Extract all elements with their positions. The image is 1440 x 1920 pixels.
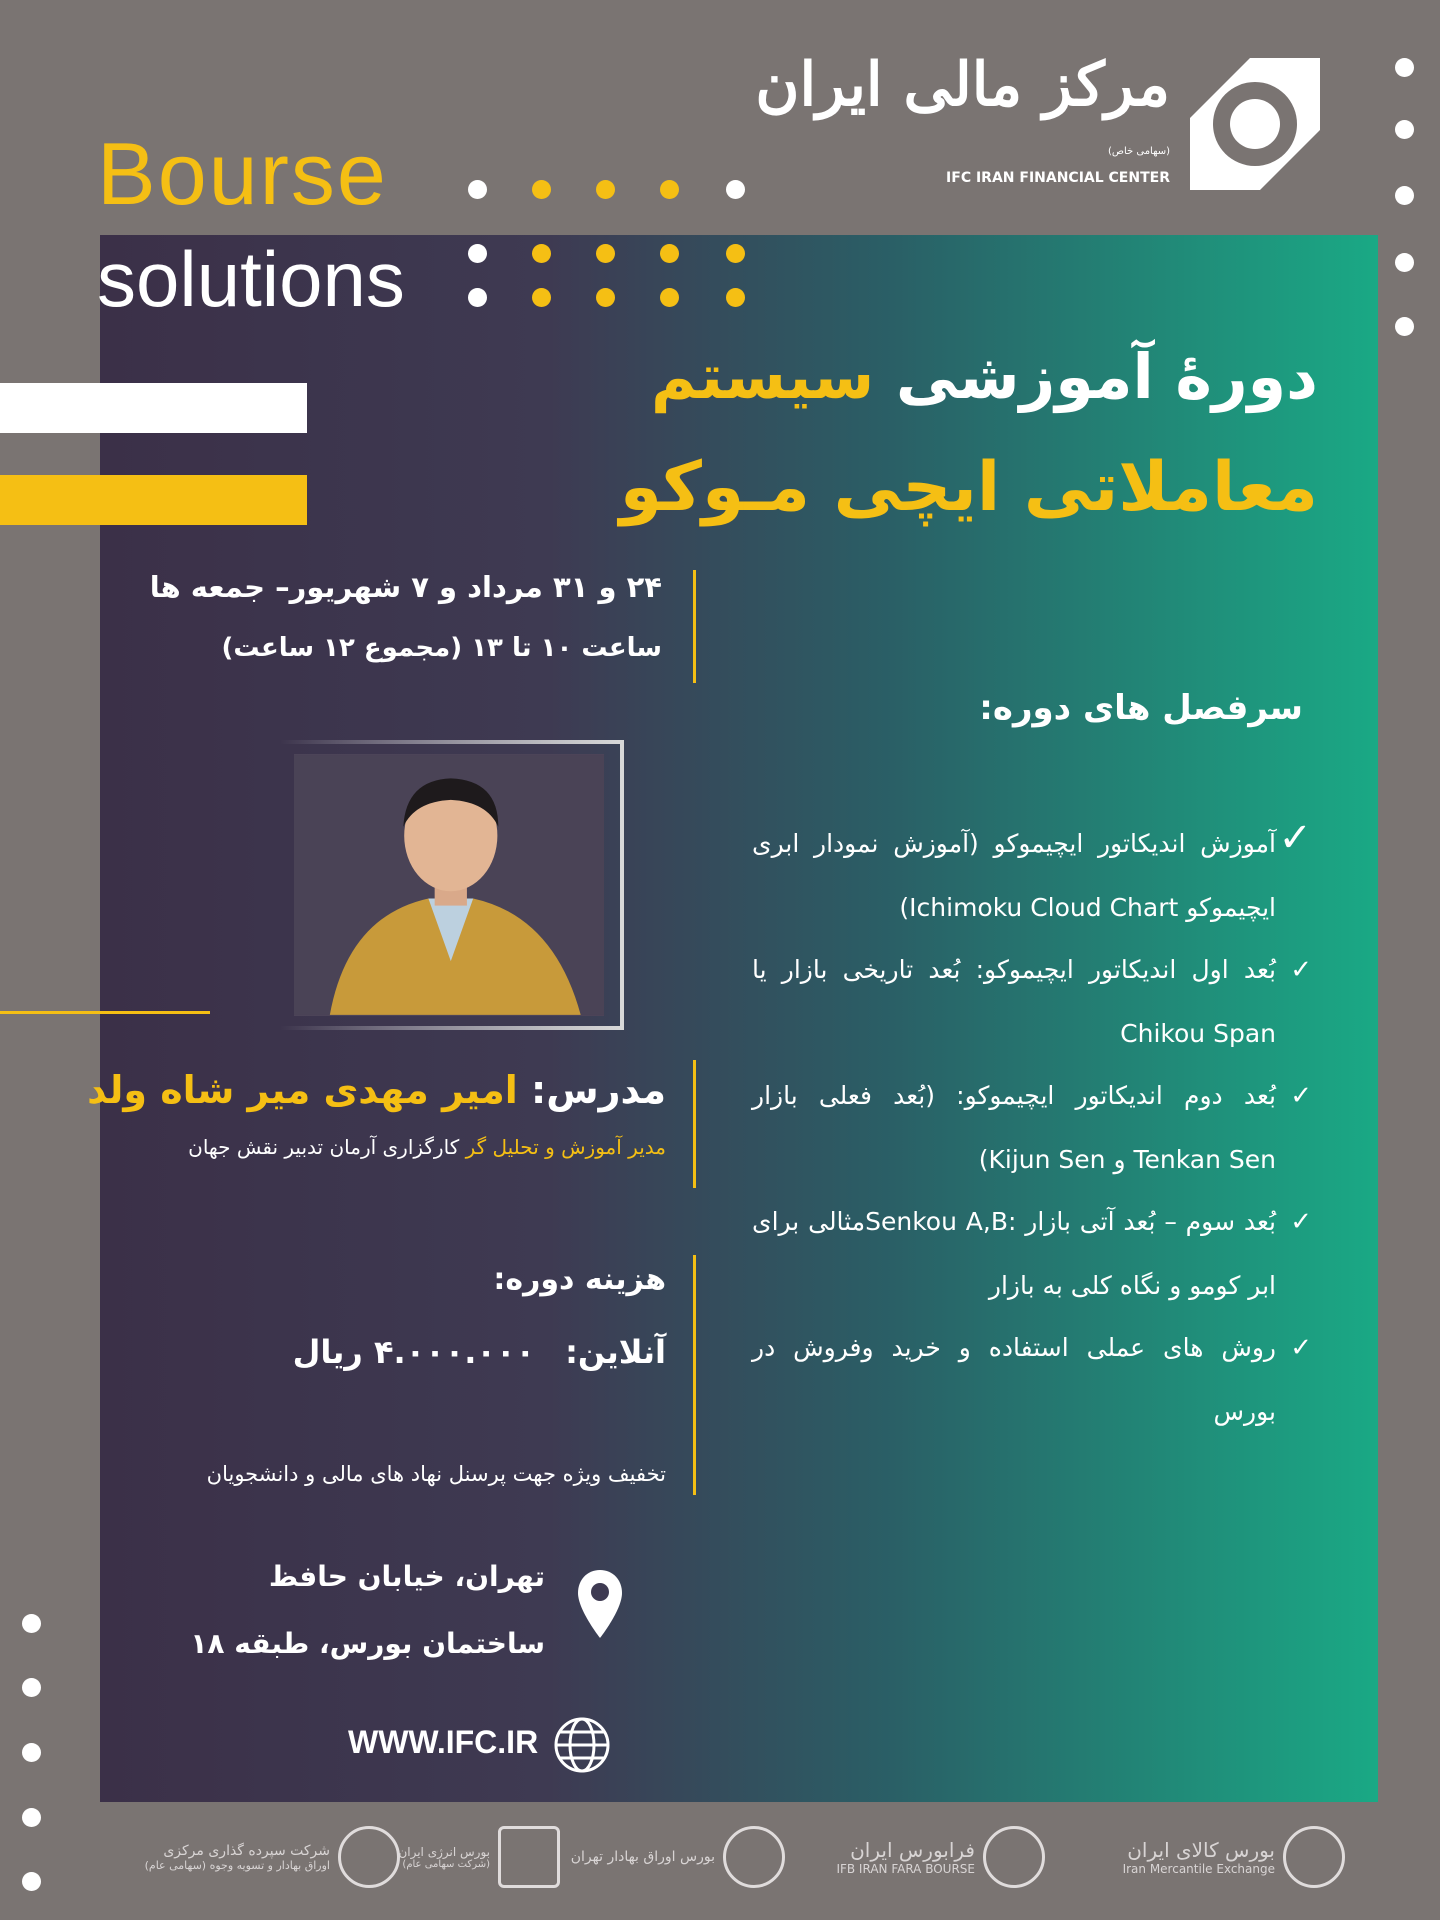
- instructor-role: مدیر آموزش و تحلیل گر کارگزاری آرمان تدبیر نقش جهان: [188, 1135, 666, 1159]
- ifc-logo-mark-icon: [1180, 48, 1330, 200]
- check-icon: ✓: [1290, 1081, 1312, 1111]
- decor-dot: [22, 1614, 41, 1633]
- brand-bourse: Bourse: [97, 124, 388, 223]
- decor-line: [0, 1011, 210, 1014]
- fee-discount: تخفیف ویژه جهت پرسنل نهاد های مالی و دانشجویان: [206, 1462, 666, 1486]
- partner-ime: بورس کالای ایران Iran Mercantile Exchange: [1123, 1812, 1345, 1902]
- website-link[interactable]: WWW.IFC.IR: [348, 1724, 539, 1760]
- logo-name: مرکز مالی ایران: [755, 50, 1170, 120]
- csdi-logo-icon: [338, 1826, 400, 1888]
- list-item: ✓ آموزش اندیکاتور ایچیموکو (آموزش نمودار ابری ایچیموکو Ichimoku Cloud Chart): [752, 812, 1312, 940]
- tse-logo-icon: [723, 1826, 785, 1888]
- decor-dot: [726, 244, 745, 263]
- decor-dot: [660, 180, 679, 199]
- partner-tse: بورس اوراق بهادار تهران: [571, 1812, 785, 1902]
- course-title-line1: [651, 340, 1318, 413]
- brand-solutions: solutions: [97, 235, 405, 323]
- instructor-photo-frame: [278, 740, 624, 1030]
- fee-title: هزینه دوره:: [493, 1262, 666, 1297]
- partner-csdi: شرکت سپرده گذاری مرکزی اوراق بهادار و تسویه وجوه (سهامی عام): [145, 1812, 400, 1902]
- instructor-name: امیر مهدی میر شاه ولد: [87, 1068, 518, 1112]
- decor-dot: [468, 244, 487, 263]
- list-item: ✓ بُعد سوم – بُعد آتی بازار :Senkou A,Bمثالی برای ابر کومو و نگاه کلی به بازار: [752, 1190, 1312, 1318]
- topics-list: [752, 812, 1312, 1442]
- decor-dot: [726, 288, 745, 307]
- farabourse-logo-icon: [983, 1826, 1045, 1888]
- address-line1: تهران، خیابان حافظ: [268, 1560, 545, 1593]
- divider-line: [693, 570, 696, 683]
- decor-dot: [22, 1872, 41, 1891]
- topics-title: سرفصل های دوره:: [979, 688, 1303, 728]
- decor-bar-white: [0, 383, 307, 433]
- decor-dot: [726, 180, 745, 199]
- energy-exchange-logo-icon: [498, 1826, 560, 1888]
- title-highlight: سیستم: [650, 340, 875, 413]
- logo-subtitle: (سهامی خاص): [1107, 146, 1170, 157]
- logo-english: IFC IRAN FINANCIAL CENTER: [946, 170, 1170, 186]
- check-icon: ✓: [1290, 1207, 1312, 1237]
- decor-dot: [468, 288, 487, 307]
- title-prefix: دورهٔ آموزشی: [874, 340, 1318, 413]
- list-item: ✓ بُعد اول اندیکاتور ایچیموکو: بُعد تاریخی بازار یا Chikou Span: [752, 938, 1312, 1066]
- fee-online-label: آنلاین:: [565, 1333, 666, 1371]
- instructor: [87, 1068, 666, 1112]
- fee-online-price: ۴.۰۰۰.۰۰۰ ریال: [292, 1333, 535, 1371]
- decor-bar-yellow: [0, 475, 307, 525]
- course-time: ساعت ۱۰ تا ۱۳ (مجموع ۱۲ ساعت): [221, 633, 662, 663]
- decor-dot: [660, 288, 679, 307]
- instructor-photo: [294, 754, 604, 1016]
- decor-dot: [532, 180, 551, 199]
- globe-icon: [553, 1716, 611, 1774]
- course-title-line2: معاملاتی ایچی مـوکو: [619, 448, 1318, 527]
- list-item: ✓ بُعد دوم اندیکاتور ایچیموکو: (بُعد فعلی بازار Tenkan Sen و Kijun Sen): [752, 1064, 1312, 1192]
- divider-line: [693, 1060, 696, 1188]
- decor-dot: [596, 288, 615, 307]
- check-icon: ✓: [1290, 1333, 1312, 1363]
- instructor-label: مدرس:: [517, 1068, 666, 1112]
- address-line2: ساختمان بورس، طبقه ۱۸: [190, 1627, 545, 1660]
- ime-logo-icon: [1283, 1826, 1345, 1888]
- course-dates: ۲۴ و ۳۱ مرداد و ۷ شهریور– جمعه ها: [149, 570, 662, 604]
- decor-dot: [596, 244, 615, 263]
- decor-dot: [22, 1743, 41, 1762]
- decor-dot: [22, 1808, 41, 1827]
- decor-dot: [532, 244, 551, 263]
- list-item: ✓ روش های عملی استفاده و خرید وفروش در بورس: [752, 1316, 1312, 1444]
- decor-dot: [1395, 253, 1414, 272]
- decor-dot: [660, 244, 679, 263]
- decor-dot: [1395, 186, 1414, 205]
- decor-dot: [468, 180, 487, 199]
- decor-dot: [532, 288, 551, 307]
- location-pin-icon: [576, 1568, 624, 1640]
- partner-energy: بورس انرژی ایران (شرکت سهامی عام): [398, 1812, 560, 1902]
- divider-line: [693, 1255, 696, 1495]
- decor-dot: [1395, 120, 1414, 139]
- decor-dot: [1395, 317, 1414, 336]
- ifc-logo: [755, 48, 1330, 203]
- decor-dot: [596, 180, 615, 199]
- decor-dot: [22, 1678, 41, 1697]
- check-icon: ✓: [1278, 815, 1312, 861]
- partner-farabourse: فرابورس ایران IFB IRAN FARA BOURSE: [836, 1812, 1045, 1902]
- decor-dot: [1395, 58, 1414, 77]
- check-icon: ✓: [1290, 955, 1312, 985]
